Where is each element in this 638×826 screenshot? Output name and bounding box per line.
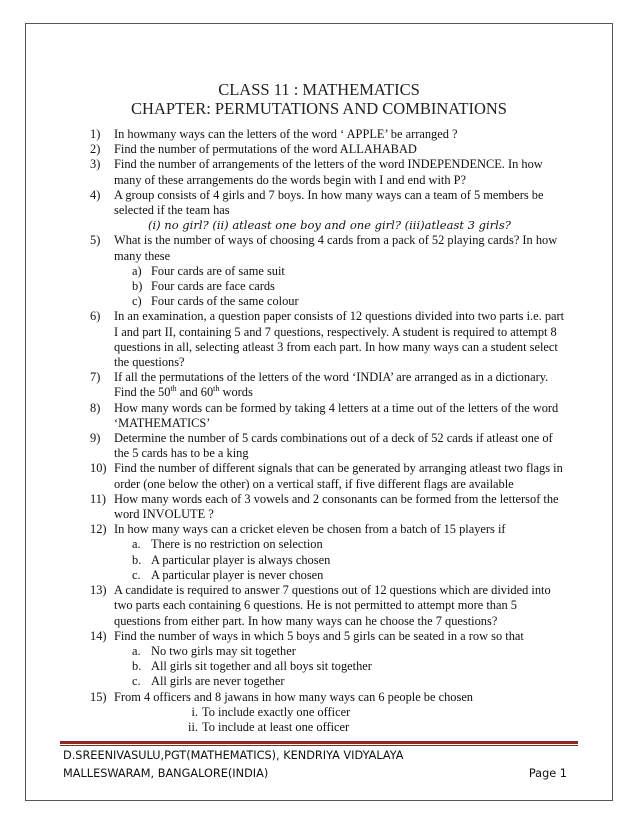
question-list (90, 127, 566, 735)
sub-item-label: a. (132, 643, 141, 658)
question-4-options: (i) no girl? (ii) atleast one boy and one girl? (iii)atleast 3 girls? (148, 218, 511, 233)
footer-author-line: D.SREENIVASULU,PGT(MATHEMATICS), KENDRIYA VIDYALAYA (63, 749, 404, 762)
sub-item (114, 537, 566, 552)
sub-item-text: Four cards are of same suit (151, 263, 285, 278)
question-number: 2) (90, 142, 101, 157)
sub-item (114, 279, 566, 294)
question-number: 9) (90, 431, 101, 446)
question-number: 12) (90, 522, 107, 537)
question-text: What is the number of ways of choosing 4 cards from a pack of 52 playing cards? In how many these (114, 233, 558, 263)
sub-item-label: c. (132, 674, 141, 689)
question-number: 8) (90, 400, 101, 415)
question-5 (90, 233, 566, 309)
sub-item-text: Four cards of the same colour (151, 294, 299, 309)
page-number: Page 1 (528, 767, 567, 780)
question-text: How many words each of 3 vowels and 2 consonants can be formed from the lettersof the word INVOLUTE ? (114, 491, 559, 522)
sub-item-text: A particular player is always chosen (151, 552, 331, 567)
question-8 (90, 401, 566, 431)
document-title: CLASS 11 : MATHEMATICS (218, 80, 420, 99)
sub-item-text: No two girls may sit together (151, 643, 296, 658)
question-number: 6) (90, 309, 101, 324)
sub-item-text: Four cards are face cards (151, 279, 275, 294)
sub-item-text: All girls are never together (151, 674, 285, 689)
question-text: In an examination, a question paper consists of 12 questions divided into two parts i.e. part I and part II, containing 5 and 7 questions, respectively. A student is required to attempt 8 questions in all, selecting atleast 3 from each part. In how many ways can a student select the questions? (114, 309, 565, 370)
sub-item (114, 644, 566, 659)
question-text: A candidate is required to answer 7 questions out of 12 questions which are divided into two parts each containing 6 questions. He is not permitted to attempt more than 5 questions from either part. In how many ways can he choose the 7 questions? (114, 583, 551, 628)
chapter-subtitle: CHAPTER: PERMUTATIONS AND COMBINATIONS (131, 99, 507, 118)
question-text-end: words (219, 385, 253, 400)
question-14 (90, 629, 566, 690)
question-text: Find the number of ways in which 5 boys and 5 girls can be seated in a row so that (114, 628, 524, 643)
sub-item (114, 264, 566, 279)
question-text: Find the number of different signals that can be generated by arranging atleast two flags in order (one below the other) on a vertical staff, if five different flags are available (114, 461, 563, 491)
question-text: A group consists of 4 girls and 7 boys. In how many ways can a team of 5 members be selected if the team has (114, 187, 544, 218)
sub-item (114, 294, 566, 309)
sub-item (114, 674, 566, 689)
question-number: 13) (90, 583, 107, 598)
footer-location-line: MALLESWARAM, BANGALORE(INDIA) (63, 767, 269, 780)
page-footer (63, 747, 567, 783)
sub-item-text: All girls sit together and all boys sit together (151, 659, 372, 674)
sub-item-text: There is no restriction on selection (151, 537, 323, 552)
question-12 (90, 522, 566, 583)
question-text-cont: and 60 (176, 385, 214, 400)
question-4 (90, 188, 566, 234)
sub-item-text: To include at least one officer (202, 719, 350, 734)
question-6 (90, 309, 566, 370)
question-3 (90, 157, 566, 187)
question-text: If all the permutations of the letters of the word ‘INDIA’ are arranged as in a dictionary. Find the 50 (114, 370, 549, 400)
sub-item-text: A particular player is never chosen (151, 567, 324, 582)
sub-item-text: To include exactly one officer (202, 704, 351, 719)
question-text: Determine the number of 5 cards combinations out of a deck of 52 cards if atleast one of the 5 cards has to be a king (114, 431, 553, 461)
question-number: 1) (90, 127, 101, 141)
question-text: How many words can be formed by taking 4 letters at a time out of the letters of the word ‘MATHEMATICS’ (114, 400, 559, 430)
sub-item (114, 705, 566, 720)
question-number: 10) (90, 461, 107, 476)
sub-item-label: a. (132, 537, 141, 552)
sub-item-label: b) (132, 279, 143, 294)
question-text: From 4 officers and 8 jawans in how many ways can 6 people be chosen (114, 689, 474, 704)
sub-item-label: b. (132, 659, 142, 674)
sub-item (114, 553, 566, 568)
question-text: Find the number of arrangements of the letters of the word INDEPENDENCE. In how many of these arrangements do the words begin with I and end with P? (114, 157, 543, 187)
sub-item-label: c. (132, 567, 141, 582)
question-number: 14) (90, 628, 107, 643)
question-11 (90, 492, 566, 522)
question-number: 15) (90, 689, 107, 704)
question-9 (90, 431, 566, 461)
question-number: 7) (90, 370, 101, 385)
sub-item-label: b. (132, 552, 142, 567)
superscript: th (213, 384, 220, 394)
question-2 (90, 142, 566, 157)
question-7 (90, 370, 566, 400)
question-10 (90, 461, 566, 491)
question-number: 4) (90, 187, 101, 202)
sub-item (114, 720, 566, 735)
footer-rule-thick (60, 741, 578, 744)
sub-item (114, 659, 566, 674)
footer-rule-thin (60, 745, 578, 746)
sub-item-label: a) (132, 263, 142, 278)
question-text: In howmany ways can the letters of the word ‘ APPLE’ be arranged ? (114, 127, 458, 141)
sub-item-label: c) (132, 294, 142, 309)
question-13 (90, 583, 566, 629)
question-text: Find the number of permutations of the word ALLAHABAD (114, 142, 417, 157)
question-number: 5) (90, 233, 101, 248)
sub-item (114, 568, 566, 583)
question-text: In how many ways can a cricket eleven be chosen from a batch of 15 players if (114, 522, 506, 537)
sub-item-label: ii. (188, 719, 198, 734)
question-1 (90, 127, 566, 142)
question-number: 11) (90, 491, 107, 506)
superscript: th (170, 384, 177, 394)
question-number: 3) (90, 157, 101, 172)
question-15 (90, 690, 566, 736)
sub-item-label: i. (191, 704, 198, 719)
